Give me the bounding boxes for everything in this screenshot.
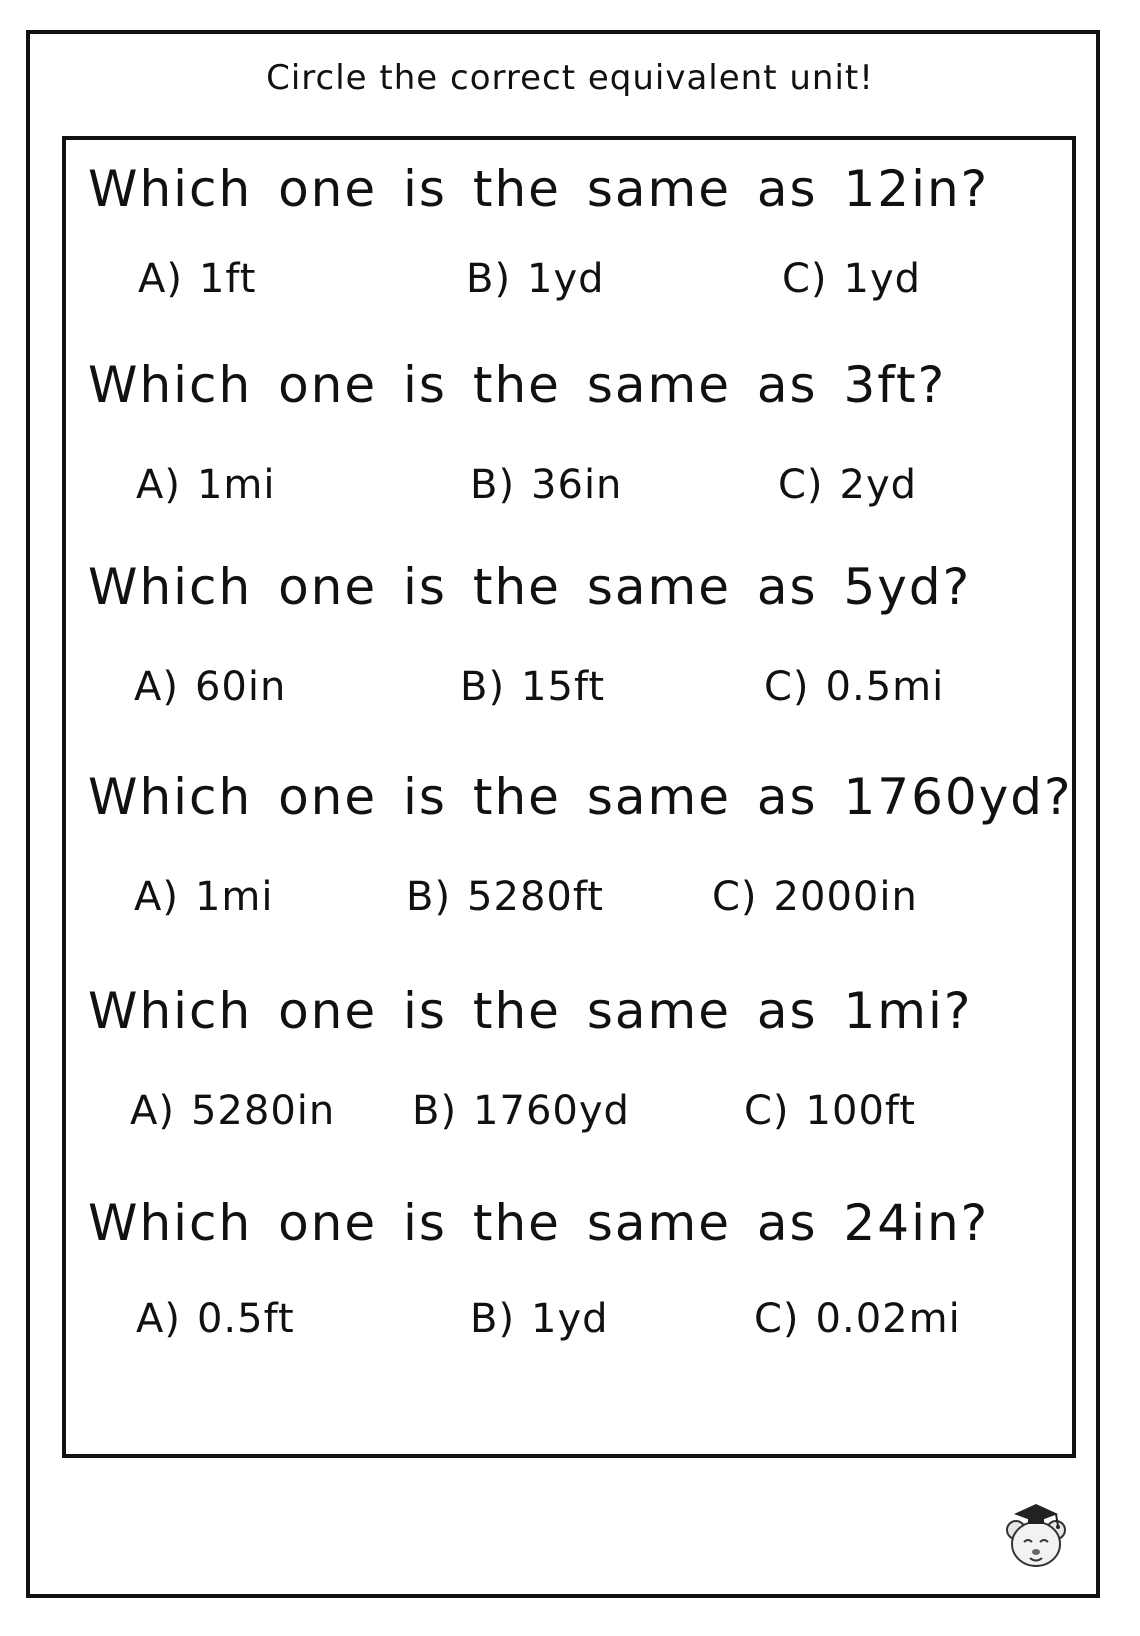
question-1-prompt: Which one is the same as 12in?: [88, 160, 990, 218]
graduate-mascot-icon: [1000, 1500, 1072, 1572]
option-value: 15ft: [521, 664, 606, 710]
option-letter: C): [778, 462, 824, 508]
option-value: 100ft: [805, 1088, 916, 1134]
option-value: 5280ft: [467, 874, 604, 920]
option-letter: A): [138, 256, 183, 302]
option-value: 1yd: [531, 1296, 609, 1342]
question-3-option-b[interactable]: [460, 664, 605, 710]
option-value: 1yd: [843, 256, 922, 302]
question-2-option-b[interactable]: [470, 462, 622, 508]
worksheet-instruction: Circle the correct equivalent unit!: [266, 58, 874, 98]
question-2-option-c[interactable]: [778, 462, 917, 508]
option-value: 1ft: [198, 256, 257, 302]
option-letter: B): [470, 462, 516, 508]
option-value: 60in: [194, 664, 287, 710]
question-1-option-c[interactable]: [782, 256, 921, 302]
option-letter: B): [412, 1088, 458, 1134]
option-value: 2000in: [773, 874, 918, 920]
option-value: 0.5mi: [825, 664, 945, 710]
option-letter: B): [460, 664, 506, 710]
option-value: 2yd: [839, 462, 918, 508]
option-letter: A): [134, 874, 179, 920]
question-6-option-b[interactable]: [470, 1296, 609, 1342]
option-letter: C): [764, 664, 810, 710]
question-5-prompt: Which one is the same as 1mi?: [88, 982, 973, 1040]
option-letter: B): [406, 874, 452, 920]
question-4-option-a[interactable]: [134, 874, 274, 920]
question-5-option-b[interactable]: [412, 1088, 630, 1134]
question-2-prompt: Which one is the same as 3ft?: [88, 356, 947, 414]
option-value: 0.02mi: [815, 1296, 961, 1342]
option-value: 0.5ft: [196, 1296, 295, 1342]
question-5-option-a[interactable]: [130, 1088, 335, 1134]
question-4-option-c[interactable]: [712, 874, 918, 920]
question-3-option-a[interactable]: [134, 664, 286, 710]
option-value: 1yd: [527, 256, 605, 302]
option-letter: C): [744, 1088, 790, 1134]
option-value: 5280in: [190, 1088, 336, 1134]
option-value: 1mi: [196, 462, 276, 508]
option-letter: A): [136, 462, 181, 508]
option-letter: C): [754, 1296, 800, 1342]
option-letter: A): [136, 1296, 181, 1342]
question-6-option-a[interactable]: [136, 1296, 295, 1342]
question-1-option-a[interactable]: [138, 256, 256, 302]
question-3-prompt: Which one is the same as 5yd?: [88, 558, 972, 616]
question-4-option-b[interactable]: [406, 874, 604, 920]
option-letter: A): [130, 1088, 175, 1134]
question-6-option-c[interactable]: [754, 1296, 961, 1342]
option-value: 1mi: [194, 874, 274, 920]
question-1-option-b[interactable]: [466, 256, 605, 302]
question-5-option-c[interactable]: [744, 1088, 916, 1134]
option-letter: C): [782, 256, 828, 302]
option-letter: C): [712, 874, 758, 920]
option-letter: B): [470, 1296, 516, 1342]
option-value: 1760yd: [473, 1088, 630, 1134]
option-letter: A): [134, 664, 179, 710]
question-6-prompt: Which one is the same as 24in?: [88, 1194, 990, 1252]
option-value: 36in: [531, 462, 623, 508]
question-3-option-c[interactable]: [764, 664, 944, 710]
option-letter: B): [466, 256, 512, 302]
question-4-prompt: Which one is the same as 1760yd?: [88, 768, 1073, 826]
question-2-option-a[interactable]: [136, 462, 276, 508]
